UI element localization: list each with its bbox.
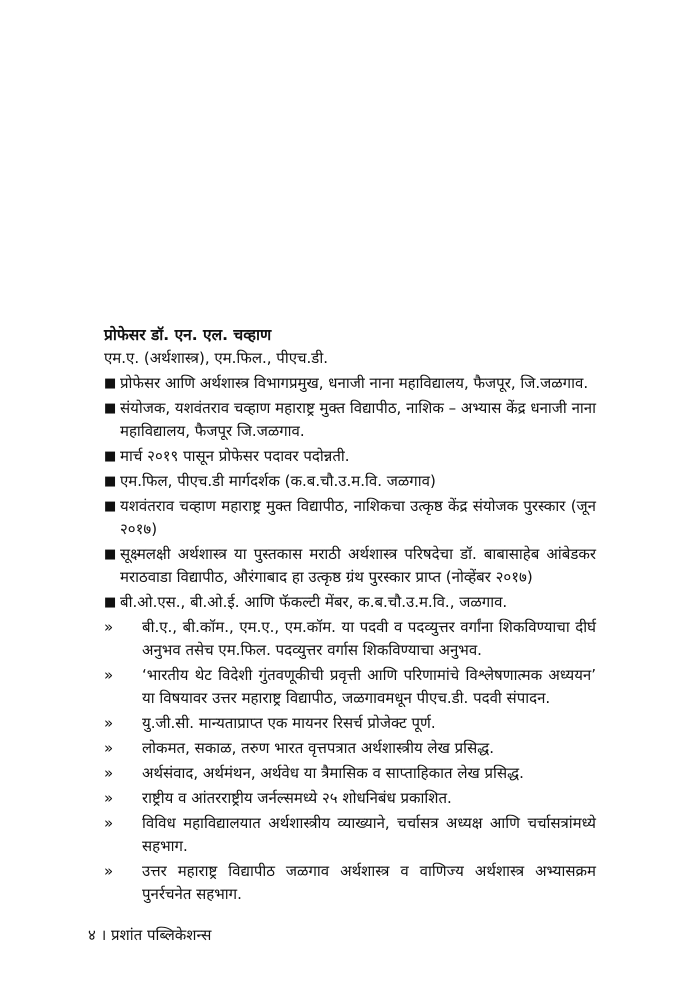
list-item xyxy=(104,397,596,443)
chevron-bullet-icon: » xyxy=(104,814,114,832)
square-bullet-icon: ■ xyxy=(104,547,117,562)
list-item-text: मार्च २०१९ पासून प्रोफेसर पदावर पदोन्नती. xyxy=(120,447,350,465)
achievements-list xyxy=(104,372,596,614)
page-footer: ४ । प्रशांत पब्लिकेशन्स xyxy=(88,926,212,944)
square-bullet-icon: ■ xyxy=(104,595,117,610)
list-item xyxy=(104,372,596,395)
list-item xyxy=(104,495,596,541)
chevron-bullet-icon: » xyxy=(104,714,114,732)
list-item xyxy=(104,737,596,760)
chevron-bullet-icon: » xyxy=(104,739,114,757)
square-bullet-icon: ■ xyxy=(104,376,117,391)
list-item-text: यशवंतराव चव्हाण महाराष्ट्र मुक्त विद्यापीठ, नाशिकचा उत्कृष्ठ केंद्र संयोजक पुरस्कार (जून २०१७) xyxy=(120,497,596,538)
list-item xyxy=(104,762,596,785)
list-item xyxy=(104,616,596,662)
list-item xyxy=(104,787,596,810)
chevron-bullet-icon: » xyxy=(104,764,114,782)
list-item xyxy=(104,664,596,710)
square-bullet-icon: ■ xyxy=(104,401,117,416)
author-degrees: एम.ए. (अर्थशास्त्र), एम.फिल., पीएच.डी. xyxy=(104,349,328,367)
list-item-text: अर्थसंवाद, अर्थमंथन, अर्थवेध या त्रैमासिक व साप्ताहिकात लेख प्रसिद्ध. xyxy=(142,764,524,782)
list-item-text: राष्ट्रीय व आंतरराष्ट्रीय जर्नल्समध्ये २५ शोधनिबंध प्रकाशित. xyxy=(142,789,452,807)
square-bullet-icon: ■ xyxy=(104,474,117,489)
list-item-text: विविध महाविद्यालयात अर्थशास्त्रीय व्याख्याने, चर्चासत्र अध्यक्ष आणि चर्चासत्रांमध्ये सहभाग. xyxy=(142,814,596,855)
experience-list xyxy=(104,616,596,906)
list-item xyxy=(104,543,596,589)
author-bio xyxy=(104,323,596,908)
list-item-text: सूक्ष्मलक्षी अर्थशास्त्र या पुस्तकास मराठी अर्थशास्त्र परिषदेचा डॉ. बाबासाहेब आंबेडकर मराठवाडा विद्यापीठ, औरंगाबाद हा उत्कृष्ठ ग्रंथ पुरस्कार प्राप्त (नोव्हेंबर २०१७) xyxy=(120,545,596,586)
list-item xyxy=(104,470,596,493)
square-bullet-icon: ■ xyxy=(104,449,117,464)
author-name: प्रोफेसर डॉ. एन. एल. चव्हाण xyxy=(104,326,272,344)
list-item xyxy=(104,445,596,468)
square-bullet-icon: ■ xyxy=(104,499,117,514)
list-item-text: यु.जी.सी. मान्यताप्राप्त एक मायनर रिसर्च प्रोजेक्ट पूर्ण. xyxy=(142,714,436,732)
list-item-text: प्रोफेसर आणि अर्थशास्त्र विभागप्रमुख, धनाजी नाना महाविद्यालय, फैजपूर, जि.जळगाव. xyxy=(120,374,589,392)
list-item xyxy=(104,712,596,735)
chevron-bullet-icon: » xyxy=(104,666,114,684)
list-item xyxy=(104,860,596,906)
chevron-bullet-icon: » xyxy=(104,789,114,807)
list-item-text: लोकमत, सकाळ, तरुण भारत वृत्तपत्रात अर्थशास्त्रीय लेख प्रसिद्ध. xyxy=(142,739,494,757)
list-item xyxy=(104,812,596,858)
list-item xyxy=(104,591,596,614)
list-item-text: ‘भारतीय थेट विदेशी गुंतवणूकीची प्रवृत्ती आणि परिणामांचे विश्लेषणात्मक अध्ययन’ या विषयावर उत्तर महाराष्ट्र विद्यापीठ, जळगावमधून पीएच.डी. पदवी संपादन. xyxy=(142,666,596,707)
chevron-bullet-icon: » xyxy=(104,618,114,636)
list-item-text: बी.ए., बी.कॉम., एम.ए., एम.कॉम. या पदवी व पदव्युत्तर वर्गांना शिकविण्याचा दीर्घ अनुभव तसेच एम.फिल. पदव्युत्तर वर्गास शिकविण्याचा अनुभव. xyxy=(142,618,596,659)
list-item-text: बी.ओ.एस., बी.ओ.ई. आणि फॅकल्टी मेंबर, क.ब.चौ.उ.म.वि., जळगाव. xyxy=(120,593,508,611)
list-item-text: उत्तर महाराष्ट्र विद्यापीठ जळगाव अर्थशास्त्र व वाणिज्य अर्थशास्त्र अभ्यासक्रम पुनर्रचनेत सहभाग. xyxy=(142,862,596,903)
list-item-text: संयोजक, यशवंतराव चव्हाण महाराष्ट्र मुक्त विद्यापीठ, नाशिक – अभ्यास केंद्र धनाजी नाना महाविद्यालय, फैजपूर जि.जळगाव. xyxy=(120,399,597,440)
list-item-text: एम.फिल, पीएच.डी मार्गदर्शक (क.ब.चौ.उ.म.वि. जळगाव) xyxy=(120,472,436,490)
chevron-bullet-icon: » xyxy=(104,862,114,880)
